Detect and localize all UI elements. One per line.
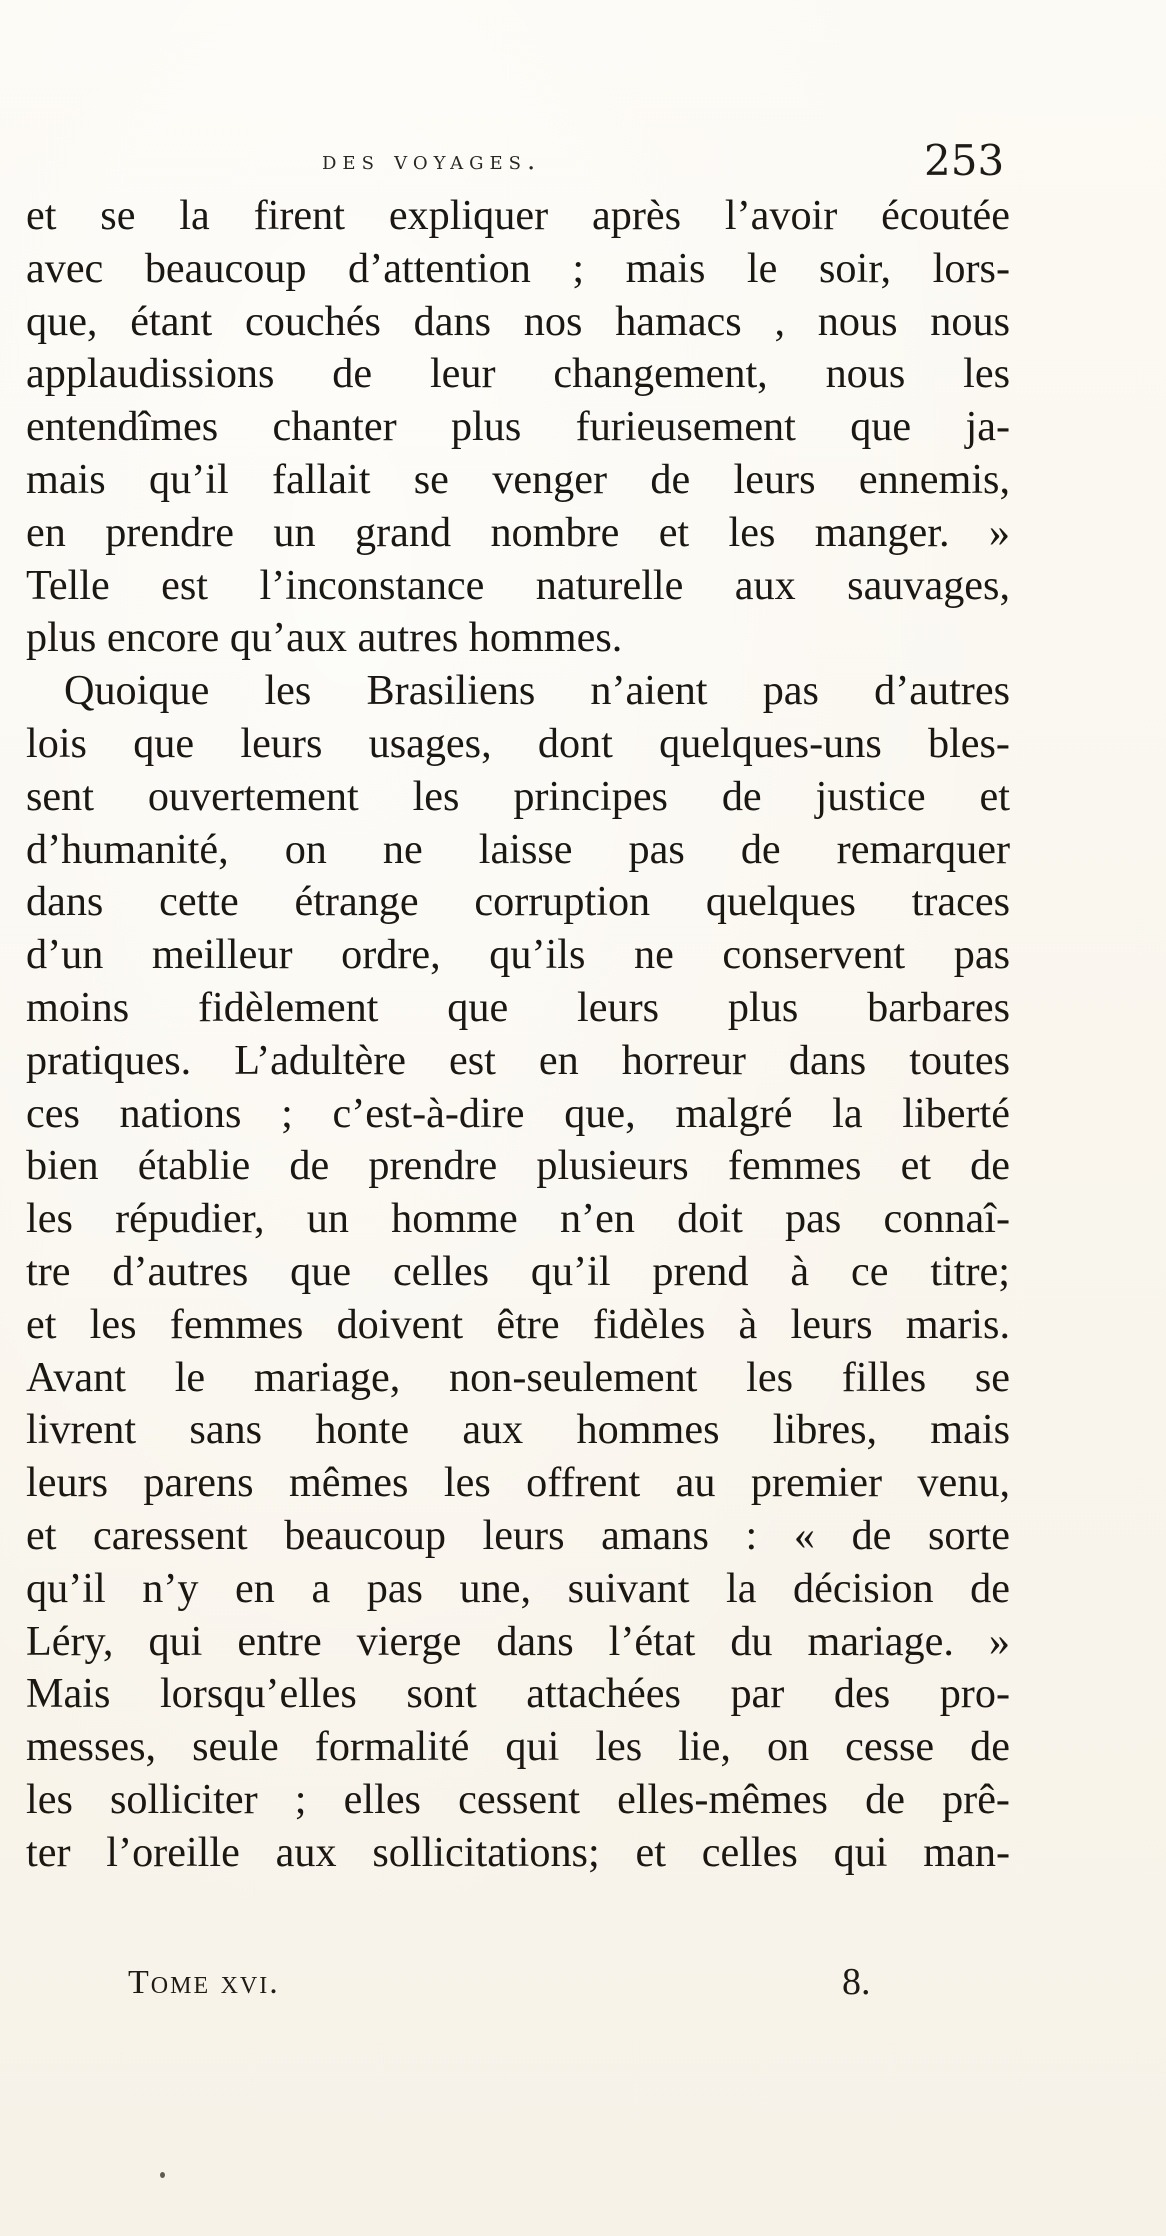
text-line: messes, seule formalité qui les lie, on cesse de: [26, 1723, 1010, 1771]
text-line: Mais lorsqu’elles sont attachées par des pro-: [26, 1670, 1010, 1718]
text-line: mais qu’il fallait se venger de leurs ennemis,: [26, 455, 1010, 503]
page-header: [0, 128, 1166, 188]
text-line: ter l’oreille aux sollicitations; et celles qui man-: [26, 1828, 1010, 1876]
text-line: leurs parens mêmes les offrent au premier venu,: [26, 1459, 1010, 1507]
text-line: d’humanité, on ne laisse pas de remarquer: [26, 825, 1010, 873]
text-line: dans cette étrange corruption quelques traces: [26, 878, 1010, 926]
paragraph-first-line: Quoique les Brasiliens n’aient pas d’autres: [64, 667, 1010, 715]
text-line: Telle est l’inconstance naturelle aux sauvages,: [26, 561, 1010, 609]
ink-speck: [160, 2172, 165, 2178]
text-line: moins fidèlement que leurs plus barbares: [26, 983, 1010, 1031]
running-head: des voyages.: [322, 146, 542, 176]
text-line: que, étant couchés dans nos hamacs , nous nous: [26, 297, 1010, 345]
text-line: applaudissions de leur changement, nous les: [26, 350, 1010, 398]
text-line: qu’il n’y en a pas une, suivant la décision de: [26, 1564, 1010, 1612]
text-line: entendîmes chanter plus furieusement que ja-: [26, 403, 1010, 451]
text-line: et se la firent expliquer après l’avoir écoutée: [26, 192, 1010, 239]
text-line: plus encore qu’aux autres hommes.: [26, 614, 623, 662]
page-number: 253: [924, 136, 1005, 185]
text-line: pratiques. L’adultère est en horreur dans toutes: [26, 1036, 1010, 1084]
text-line: avec beaucoup d’attention ; mais le soir, lors-: [26, 244, 1010, 292]
volume-signature: Tome xvi.: [128, 1964, 280, 2001]
signature-number: 8.: [842, 1961, 871, 2003]
text-line: Léry, qui entre vierge dans l’état du mariage. »: [26, 1617, 1010, 1665]
text-line: en prendre un grand nombre et les manger. »: [26, 508, 1010, 556]
text-line: bien établie de prendre plusieurs femmes et de: [26, 1142, 1010, 1190]
page-footer: [0, 1960, 1166, 2020]
text-line: et caressent beaucoup leurs amans : « de sorte: [26, 1511, 1010, 1559]
text-line: tre d’autres que celles qu’il prend à ce titre;: [26, 1247, 1010, 1295]
text-line: Avant le mariage, non-seulement les filles se: [26, 1353, 1010, 1401]
text-line: et les femmes doivent être fidèles à leurs maris.: [26, 1300, 1010, 1348]
text-line: lois que leurs usages, dont quelques-uns bles-: [26, 719, 1010, 767]
text-line: d’un meilleur ordre, qu’ils ne conservent pas: [26, 931, 1010, 979]
body-text: [26, 190, 1010, 1880]
text-line: sent ouvertement les principes de justice et: [26, 772, 1010, 820]
text-line: livrent sans honte aux hommes libres, mais: [26, 1406, 1010, 1454]
text-line: ces nations ; c’est-à-dire que, malgré la liberté: [26, 1089, 1010, 1137]
text-line: les solliciter ; elles cessent elles-mêmes de prê-: [26, 1775, 1010, 1823]
text-line: les répudier, un homme n’en doit pas connaî-: [26, 1195, 1010, 1243]
